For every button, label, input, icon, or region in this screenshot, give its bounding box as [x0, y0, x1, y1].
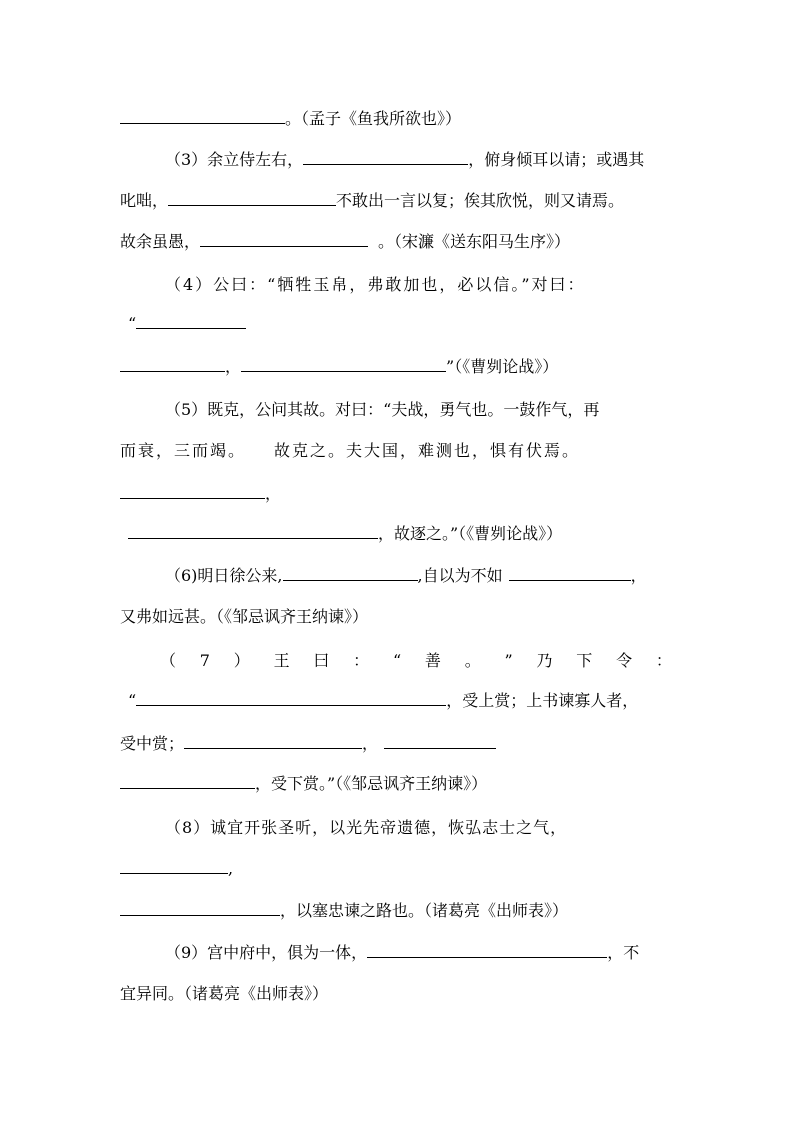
- answer-blank[interactable]: [200, 232, 368, 247]
- q3-text-f: 。（宋濂《送东阳马生序》）: [378, 232, 571, 251]
- q7-text-d: 受中赏；: [120, 734, 185, 753]
- q7-char: ”: [504, 651, 513, 670]
- q3-line-2: [120, 188, 680, 214]
- q6-text-d: 又弗如远甚。（《邹忌讽齐王纳谏》）: [120, 607, 369, 626]
- q3-text-b: ，俯身倾耳以请；或遇其: [468, 150, 645, 169]
- answer-blank[interactable]: [168, 191, 336, 206]
- q3-line-1: [165, 147, 685, 173]
- answer-blank[interactable]: [509, 566, 631, 581]
- q5-line-4: [128, 521, 688, 547]
- q4-line-1: [165, 272, 685, 298]
- q3-text-a: （3）余立侍左右，: [165, 150, 304, 169]
- q2-end-line: [120, 106, 680, 132]
- q7-char: ：: [353, 651, 370, 670]
- q3-text-e: 故余虽愚，: [120, 232, 201, 251]
- answer-blank[interactable]: [120, 774, 255, 789]
- answer-blank[interactable]: [120, 109, 285, 124]
- q8-text-a: （8）诚宜开张圣听，以光先帝遗德，恢弘志士之气，: [165, 818, 568, 837]
- q4-line-2: [128, 311, 688, 337]
- answer-blank[interactable]: [184, 734, 362, 749]
- q7-char: 下: [576, 651, 593, 670]
- q9-text-b: ，不: [607, 943, 640, 962]
- q7-line-3: [120, 731, 680, 757]
- q8-line-3: [120, 898, 680, 924]
- q9-text-c: 宜异同。（诸葛亮《出师表》）: [120, 984, 329, 1003]
- q2-source: 。（孟子《鱼我所欲也》）: [285, 109, 462, 128]
- q7-source: ，受下赏。”（《邹忌讽齐王纳谏》）: [255, 774, 488, 793]
- q7-char: ）: [233, 651, 250, 670]
- q7-char: 乃: [536, 651, 553, 670]
- answer-blank[interactable]: [367, 943, 607, 958]
- q9-text-a: （9）宫中府中，俱为一体，: [165, 943, 368, 962]
- q3-text-d: 不敢出一言以复；俟其欣悦，则又请焉。: [336, 191, 625, 210]
- q8-line-1: [165, 815, 685, 841]
- q7-char: 7: [199, 651, 210, 670]
- q7-text-c: ，受上赏；上书谏寡人者，: [446, 691, 639, 710]
- q7-char: ：: [655, 651, 672, 670]
- q5-source: ，故逐之。”（《曹刿论战》）: [378, 524, 563, 543]
- q5-comma: ，: [265, 484, 282, 503]
- q7-char: （: [160, 651, 177, 670]
- q4-line-3: [120, 354, 680, 380]
- q6-line-1: [165, 563, 685, 589]
- answer-blank[interactable]: [120, 484, 265, 499]
- answer-blank[interactable]: [128, 524, 378, 539]
- q5-line-1: [165, 397, 685, 423]
- q5-line-2: [120, 438, 680, 464]
- q7-comma: ，: [362, 734, 379, 753]
- q6-comma: ，: [630, 566, 647, 585]
- q9-line-2: [120, 981, 680, 1007]
- answer-blank[interactable]: [136, 691, 446, 706]
- q4-comma: ，: [225, 357, 242, 376]
- q7-open-quote: “: [128, 691, 137, 710]
- q7-line-4: [120, 771, 680, 797]
- answer-blank[interactable]: [303, 150, 468, 165]
- answer-blank[interactable]: [120, 357, 225, 372]
- q7-char: 令: [616, 651, 633, 670]
- q8-source: ，以塞忠谏之路也。（诸葛亮《出师表》）: [280, 901, 569, 920]
- answer-blank[interactable]: [120, 901, 280, 916]
- q7-char: 曰: [313, 651, 330, 670]
- q5-text-a: （5）既克，公问其故。对曰：“夫战，勇气也。一鼓作气，再: [165, 400, 600, 419]
- q4-open-quote: “: [128, 314, 137, 333]
- answer-blank[interactable]: [384, 734, 496, 749]
- q8-comma: ,: [228, 859, 234, 878]
- q7-char: 善: [424, 651, 441, 670]
- q7-char: 王: [273, 651, 290, 670]
- q3-line-3: [120, 229, 680, 255]
- q5-text-b: 而衰，三而竭。 故克之。夫大国，难测也，惧有伏焉。: [120, 441, 581, 460]
- q7-char: “: [392, 651, 402, 670]
- q7-line-2: [128, 688, 688, 714]
- answer-blank[interactable]: [241, 357, 446, 372]
- q3-text-c: 叱咄，: [120, 191, 169, 210]
- q6-text-a: （6)明日徐公来,: [165, 566, 283, 585]
- answer-blank[interactable]: [283, 566, 418, 581]
- q4-text-a: （4）公曰：“牺牲玉帛，弗敢加也，必以信。”对曰：: [165, 275, 586, 294]
- q9-line-1: [165, 940, 685, 966]
- q7-line-1: [160, 648, 672, 674]
- q5-line-3: [120, 481, 680, 507]
- q4-source: ”（《曹刿论战》）: [446, 357, 559, 376]
- q6-line-2: [120, 604, 680, 630]
- answer-blank[interactable]: [120, 859, 228, 874]
- q8-line-2: [120, 856, 680, 882]
- q6-text-b: ,自以为不如: [417, 566, 503, 585]
- q7-char: 。: [464, 651, 481, 670]
- answer-blank[interactable]: [136, 314, 246, 329]
